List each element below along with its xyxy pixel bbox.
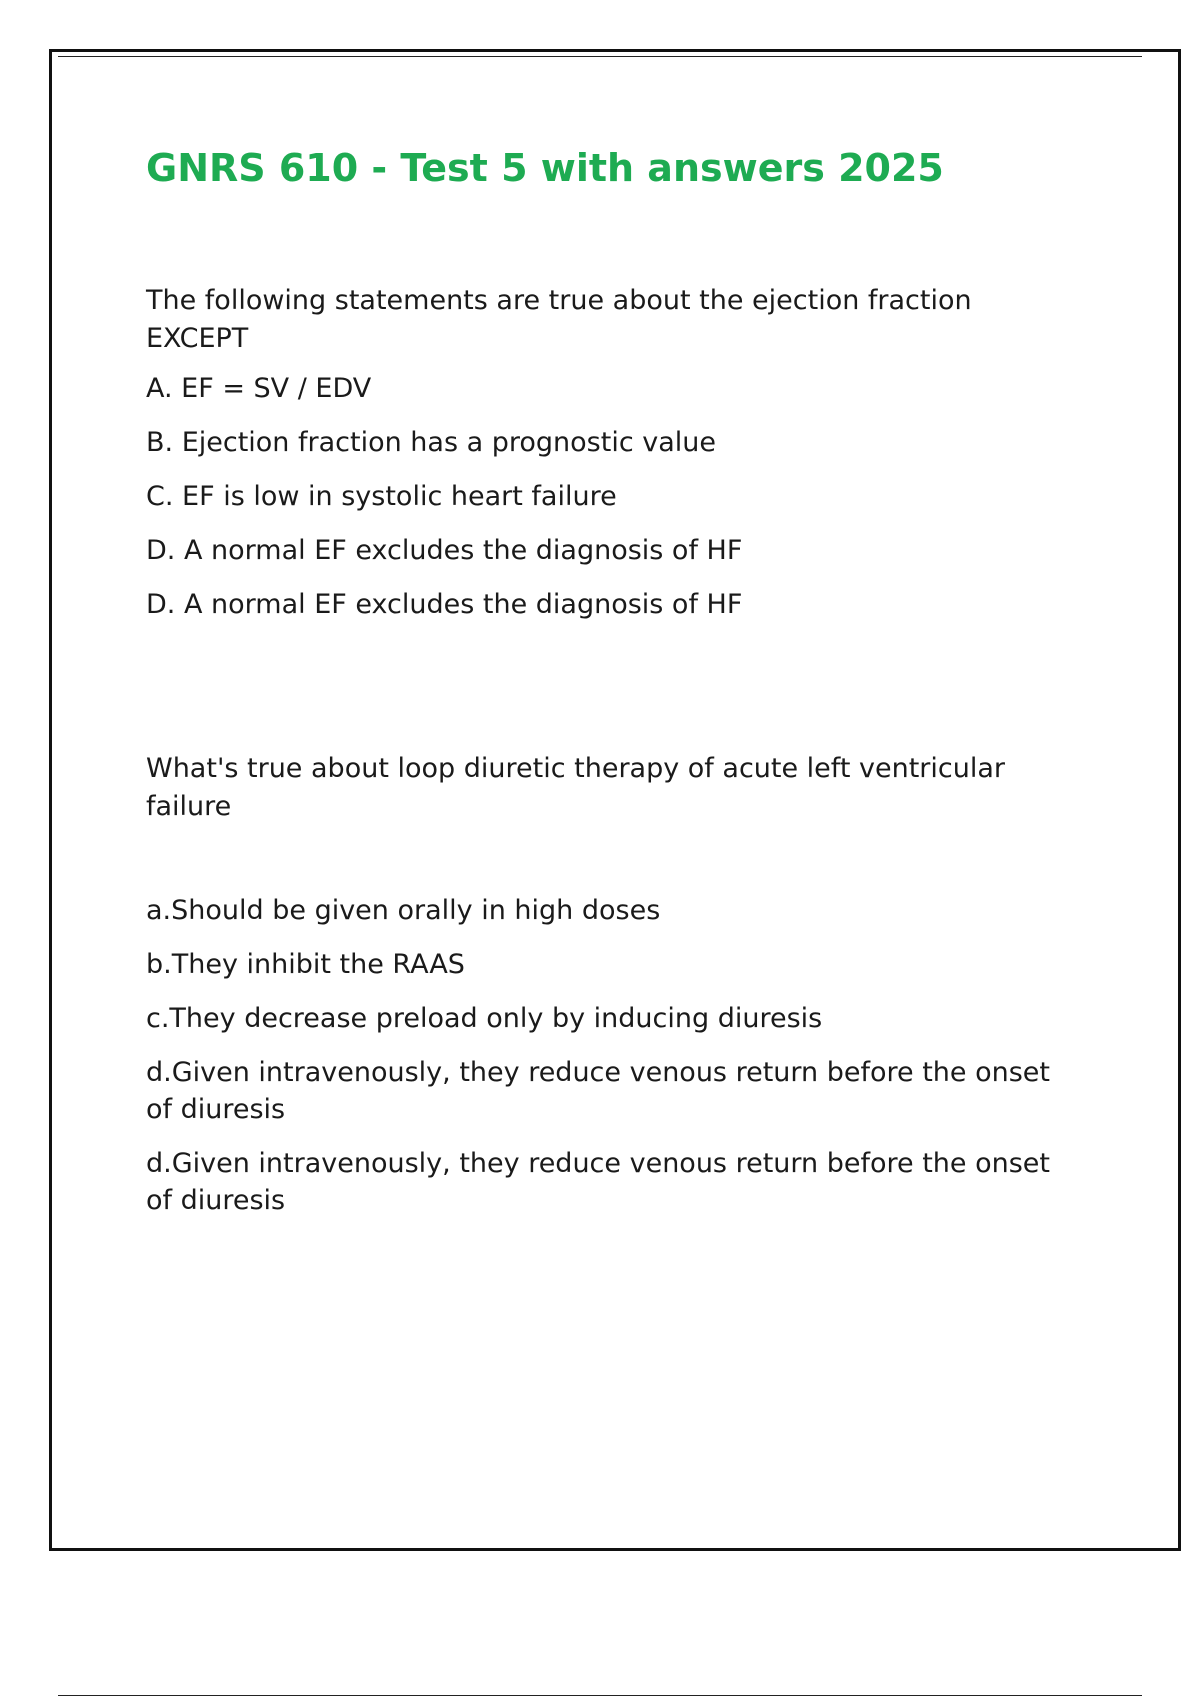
question-2-options [146, 892, 1076, 1219]
answer-option: C. EF is low in systolic heart failure [146, 481, 617, 512]
answer-option: D. A normal EF excludes the diagnosis of HF [146, 535, 743, 566]
question-2 [146, 750, 1076, 1236]
answer-option: A. EF = SV / EDV [146, 373, 372, 404]
answer-option: c.They decrease preload only by inducing diuresis [146, 1003, 823, 1034]
question-1 [146, 282, 1076, 640]
answer-option: b.They inhibit the RAAS [146, 949, 465, 980]
answer-option: a.Should be given orally in high doses [146, 895, 661, 926]
answer-option: B. Ejection fraction has a prognostic value [146, 427, 717, 458]
question-2-prompt: What's true about loop diuretic therapy of acute left ventricular failure [146, 753, 1005, 822]
question-1-prompt: The following statements are true about the ejection fraction EXCEPT [146, 285, 972, 354]
answer-option: d.Given intravenously, they reduce venous return before the onset of diuresis [146, 1057, 1050, 1125]
document-title: GNRS 610 - Test 5 with answers 2025 [146, 146, 944, 190]
top-rule [58, 56, 1142, 57]
question-1-options [146, 370, 1076, 623]
correct-answer: d.Given intravenously, they reduce venous return before the onset of diuresis [146, 1148, 1050, 1216]
correct-answer: D. A normal EF excludes the diagnosis of HF [146, 589, 743, 620]
bottom-rule [58, 1695, 1142, 1696]
